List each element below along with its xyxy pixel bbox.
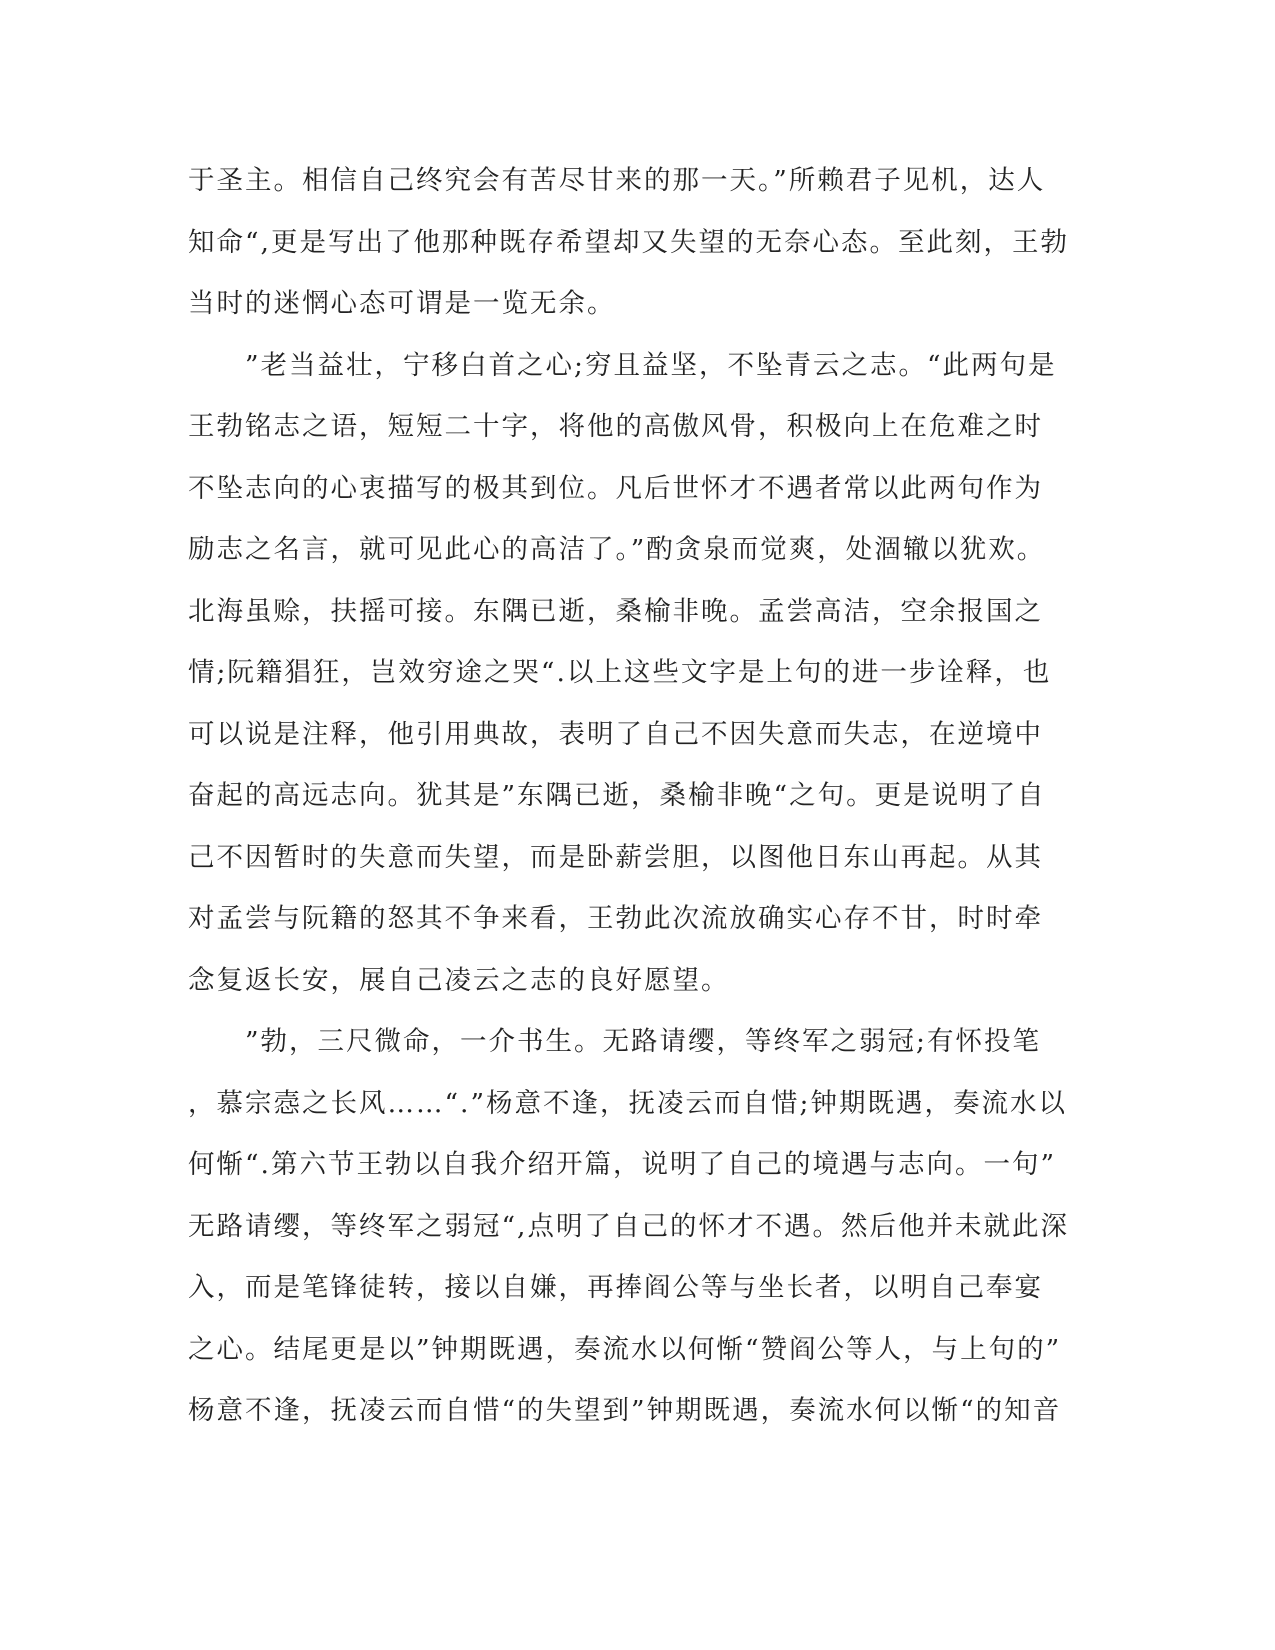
- text-line: 对孟尝与阮籍的怒其不争来看，王勃此次流放确实心存不甘，时时牵: [188, 903, 1043, 934]
- text-line: 奋起的高远志向。犹其是”东隅已逝，桑榆非晚“之句。更是说明了自: [188, 780, 1046, 811]
- text-line: 当时的迷惘心态可谓是一览无余。: [188, 288, 616, 319]
- text-line: 王勃铭志之语，短短二十字，将他的高傲风骨，积极向上在危难之时: [188, 411, 1043, 442]
- text-line: 杨意不逢，抚凌云而自惜“的失望到”钟期既遇，奏流水何以惭“的知音: [188, 1395, 1062, 1426]
- text-line: 北海虽赊，扶摇可接。东隅已逝，桑榆非晚。孟尝高洁，空余报国之: [188, 595, 1043, 627]
- text-line: 入，而是笔锋徒转，接以自嫌，再捧阎公等与坐长者，以明自己奉宴: [188, 1272, 1043, 1303]
- text-line: 之心。结尾更是以”钟期既遇，奏流水以何惭“赞阎公等人，与上句的”: [188, 1333, 1062, 1365]
- text-line: ”勃，三尺微命，一介书生。无路请缨，等终军之弱冠;有怀投笔: [188, 1026, 1041, 1057]
- text-line: 无路请缨，等终军之弱冠“,点明了自己的怀才不遇。然后他并未就此深: [188, 1210, 1069, 1242]
- text-line: 于圣主。相信自己终究会有苦尽甘来的那一天。”所赖君子见机，达人: [188, 165, 1046, 196]
- body-text: [188, 160, 1088, 1452]
- text-line: 念复返长安，展自己凌云之志的良好愿望。: [188, 964, 730, 996]
- text-line: 可以说是注释，他引用典故，表明了自己不因失意而失志，在逆境中: [188, 718, 1043, 750]
- text-line: 励志之名言，就可见此心的高洁了。”酌贪泉而觉爽，处涸辙以犹欢。: [188, 534, 1046, 565]
- text-line: 知命“,更是写出了他那种既存希望却又失望的无奈心态。至此刻，王勃: [188, 226, 1069, 258]
- text-line: 情;阮籍猖狂，岂效穷途之哭“.以上这些文字是上句的进一步诠释，也: [188, 657, 1052, 688]
- text-line: 不坠志向的心衷描写的极其到位。凡后世怀才不遇者常以此两句作为: [188, 472, 1043, 504]
- text-line: ，慕宗悫之长风……“.”杨意不逢，抚凌云而自惜;钟期既遇，奏流水以: [188, 1087, 1067, 1119]
- text-line: ”老当益壮，宁移白首之心;穷且益坚，不坠青云之志。“此两句是: [188, 349, 1057, 381]
- text-line: 己不因暂时的失意而失望，而是卧薪尝胆，以图他日东山再起。从其: [188, 841, 1043, 873]
- text-line: 何惭“.第六节王勃以自我介绍开篇，说明了自己的境遇与志向。一句”: [188, 1149, 1057, 1180]
